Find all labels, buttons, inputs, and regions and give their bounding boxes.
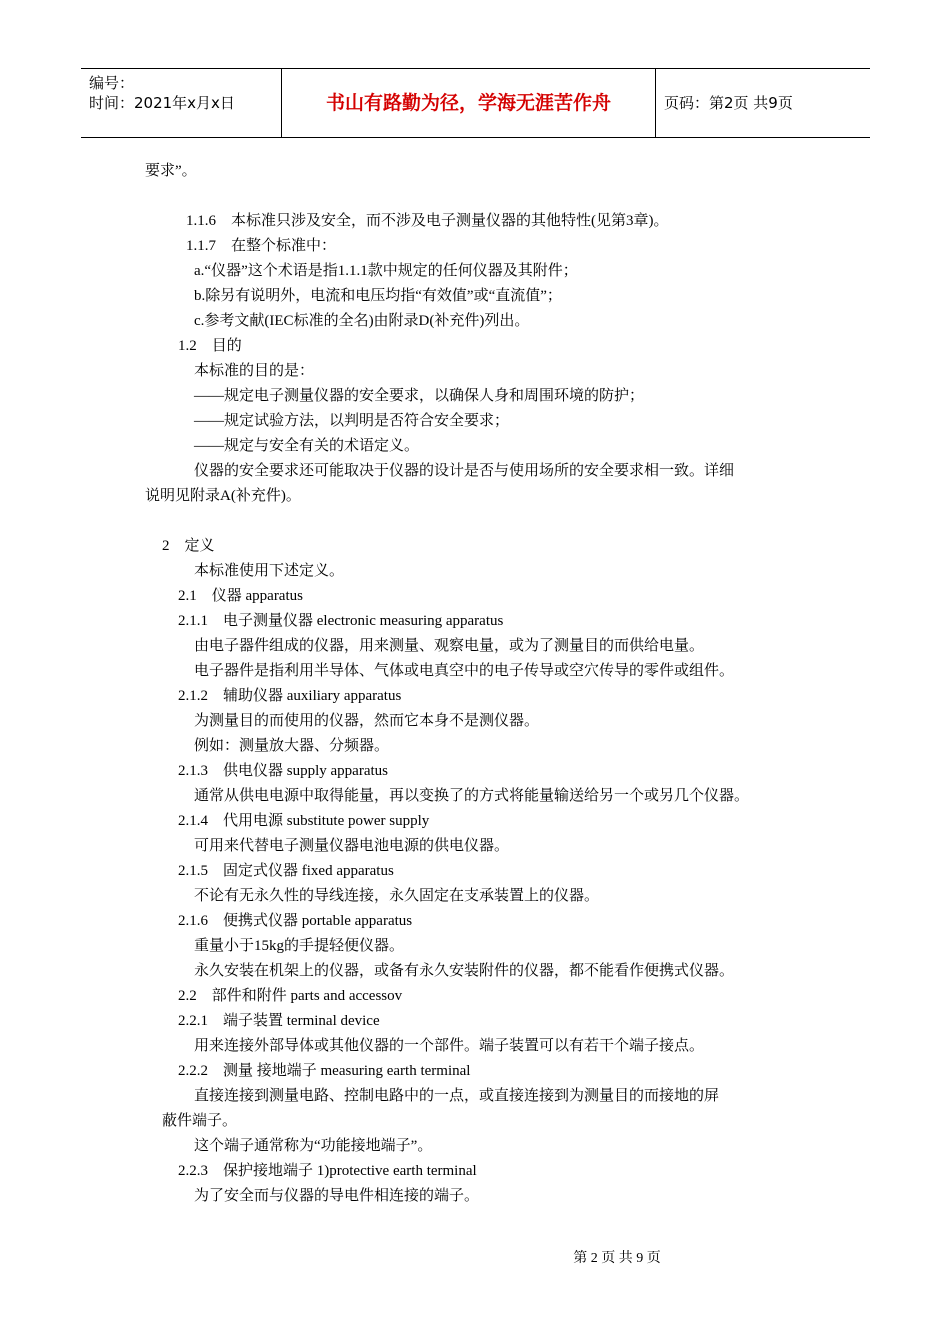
body-line: 为测量目的而使用的仪器，然而它本身不是测仪器。 [194,713,540,729]
section-2-heading: 2 定义 [162,538,215,554]
time-label: 时间：2021年x月x日 [89,94,235,112]
body-line: 例如：测量放大器、分频器。 [194,738,390,754]
clause-1-1-7: 1.1.7 在整个标准中： [186,238,337,254]
page-footer: 第 2 页 共 9 页 [573,1251,661,1266]
header-divider [655,69,656,137]
code-label: 编号： [89,74,135,92]
page-header [81,68,870,138]
body-line: 本标准使用下述定义。 [194,563,345,579]
body-line: 直接连接到测量电路、控制电路中的一点，或直接连接到为测量目的而接地的屏 [194,1088,720,1104]
body-line: ——规定试验方法，以判明是否符合安全要求； [194,413,510,429]
clause-1-1-6: 1.1.6 本标准只涉及安全，而不涉及电子测量仪器的其他特性(见第3章)。 [186,213,669,229]
header-meta [89,73,235,113]
list-item-b: b.除另有说明外，电流和电压均指“有效值”或“直流值”； [194,288,562,304]
header-page-info: 页码：第2页 共9页 [664,94,793,112]
clause-2-1-4: 2.1.4 代用电源 substitute power supply [178,813,430,829]
clause-2-2: 2.2 部件和附件 parts and accessov [178,988,403,1004]
clause-2-2-3: 2.2.3 保护接地端子 1)protective earth terminal [178,1163,477,1179]
body-line: 不论有无永久性的导线连接，永久固定在支承装置上的仪器。 [194,888,600,904]
clause-2-1-3: 2.1.3 供电仪器 supply apparatus [178,763,388,779]
body-line: 这个端子通常称为“功能接地端子”。 [194,1138,433,1154]
body-line: 重量小于15kg的手提轻便仪器。 [194,938,405,954]
body-line: 永久安装在机架上的仪器，或备有永久安装附件的仪器，都不能看作便携式仪器。 [194,963,735,979]
clause-2-1-1: 2.1.1 电子测量仪器 electronic measuring apparatus [178,613,504,629]
header-motto: 书山有路勤为径，学海无涯苦作舟 [325,92,611,114]
clause-2-1: 2.1 仪器 apparatus [178,588,303,604]
list-item-c: c.参考文献(IEC标准的全名)由附录D(补充件)列出。 [194,313,530,329]
clause-2-1-6: 2.1.6 便携式仪器 portable apparatus [178,913,413,929]
clause-2-2-2: 2.2.2 测量 接地端子 measuring earth terminal [178,1063,471,1079]
body-line: 为了安全而与仪器的导电件相连接的端子。 [194,1188,480,1204]
body-line: ——规定电子测量仪器的安全要求，以确保人身和周围环境的防护； [194,388,645,404]
clause-2-2-1: 2.2.1 端子装置 terminal device [178,1013,380,1029]
body-line: 可用来代替电子测量仪器电池电源的供电仪器。 [194,838,510,854]
body-line: 由电子器件组成的仪器，用来测量、观察电量，或为了测量目的而供给电量。 [194,638,705,654]
body-line: 要求”。 [145,163,197,179]
body-line: 通常从供电电源中取得能量，再以变换了的方式将能量输送给另一个或另几个仪器。 [194,788,750,804]
body-line: 仪器的安全要求还可能取决于仪器的设计是否与使用场所的安全要求相一致。详细 [194,463,735,479]
body-line: 电子器件是指利用半导体、气体或电真空中的电子传导或空穴传导的零件或组件。 [194,663,735,679]
clause-2-1-5: 2.1.5 固定式仪器 fixed apparatus [178,863,394,879]
list-item-a: a.“仪器”这个术语是指1.1.1款中规定的任何仪器及其附件； [194,263,578,279]
body-line: 用来连接外部导体或其他仪器的一个部件。端子装置可以有若干个端子接点。 [194,1038,705,1054]
clause-2-1-2: 2.1.2 辅助仪器 auxiliary apparatus [178,688,402,704]
body-line: ——规定与安全有关的术语定义。 [194,438,420,454]
body-line: 本标准的目的是： [194,363,315,379]
body-line: 说明见附录A(补充件)。 [145,488,301,504]
section-1-2-heading: 1.2 目的 [178,338,242,354]
body-line: 蔽件端子。 [162,1113,238,1129]
